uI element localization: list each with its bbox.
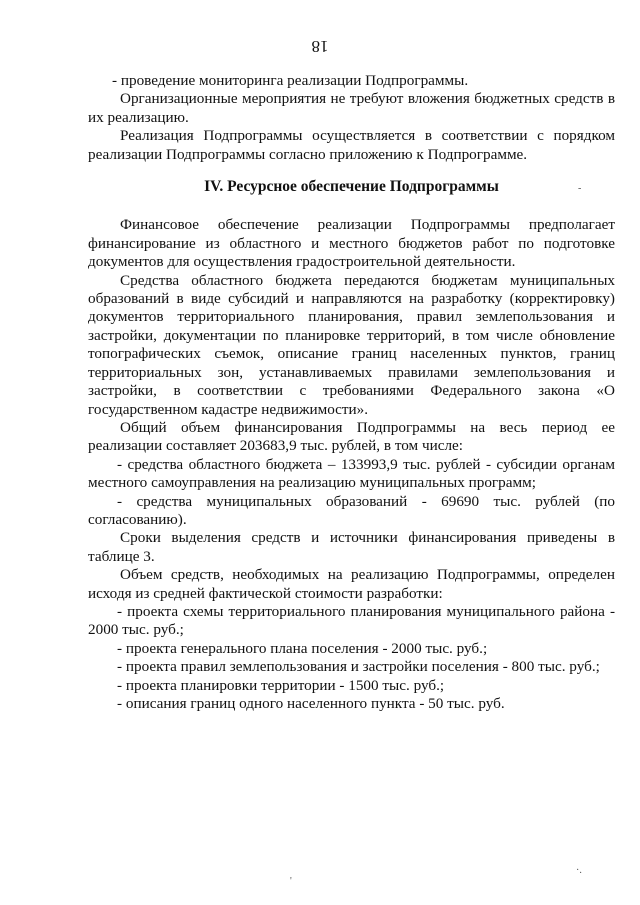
list-item-settlement-borders: - описания границ одного населенного пункта - 50 тыс. руб. [117, 695, 505, 712]
page-number: 18 [311, 37, 329, 56]
paragraph-financing: Финансовое обеспечение реализации Подпрограммы предполагает финансирование из областного и местного бюджетов работ по подготовке документов для осуществления градостроительной деятельности. [88, 216, 615, 271]
paragraph-cost-basis: Объем средств, необходимых на реализацию Подпрограммы, определен исходя из средней фактической стоимости разработки: [88, 566, 615, 602]
list-item-territorial-scheme: - проекта схемы территориального планирования муниципального района - 2000 тыс. руб.; [88, 602, 615, 639]
list-item-general-plan: - проекта генерального плана поселения - 2000 тыс. руб.; [117, 639, 488, 657]
scan-speck: ·. [576, 865, 582, 876]
section-heading: IV. Ресурсное обеспечение Подпрограммы [204, 178, 499, 196]
paragraph-regional-funds: Средства областного бюджета передаются бюджетам муниципальных образований в виде субсидий и направляются на разработку (корректировку) документов территориального планирования, правил землепользования и застройки, документации по планировке территорий, в том числе обновление топографических съемок, описание границ населенных пунктов, границ территориальных зон, устанавливаемых правилами землепользования и застройки, в соответствии с требованиями Федерального закона «О государственном кадастре недвижимости». [88, 271, 615, 418]
list-item-municipal-funds: - средства муниципальных образований - 69690 тыс. рублей (по согласованию). [88, 492, 615, 528]
list-item-land-use-rules: - проекта правил землепользования и застройки поселения - 800 тыс. руб.; [117, 658, 600, 676]
scan-speck: ' [290, 876, 292, 887]
paragraph-total-volume: Общий объем финансирования Подпрограммы на весь период ее реализации составляет 203683,9 тыс. рублей, в том числе: [88, 418, 615, 455]
document-body [88, 72, 615, 713]
paragraph-organizational: Организационные мероприятия не требуют вложения бюджетных средств в их реализацию. [88, 90, 615, 126]
scan-speck: - [578, 183, 582, 194]
list-item-planning-project: - проекта планировки территории - 1500 тыс. руб.; [117, 676, 445, 694]
list-item-regional-budget: - средства областного бюджета – 133993,9 тыс. рублей - субсидии органам местного самоуправления на реализацию муниципальных программ; [88, 455, 615, 492]
paragraph-monitoring: - проведение мониторинга реализации Подпрограммы. [112, 72, 469, 89]
paragraph-terms: Сроки выделения средств и источники финансирования приведены в таблице 3. [88, 529, 615, 565]
paragraph-implementation: Реализация Подпрограммы осуществляется в соответствии с порядком реализации Подпрограммы согласно приложению к Подпрограмме. [88, 127, 615, 163]
